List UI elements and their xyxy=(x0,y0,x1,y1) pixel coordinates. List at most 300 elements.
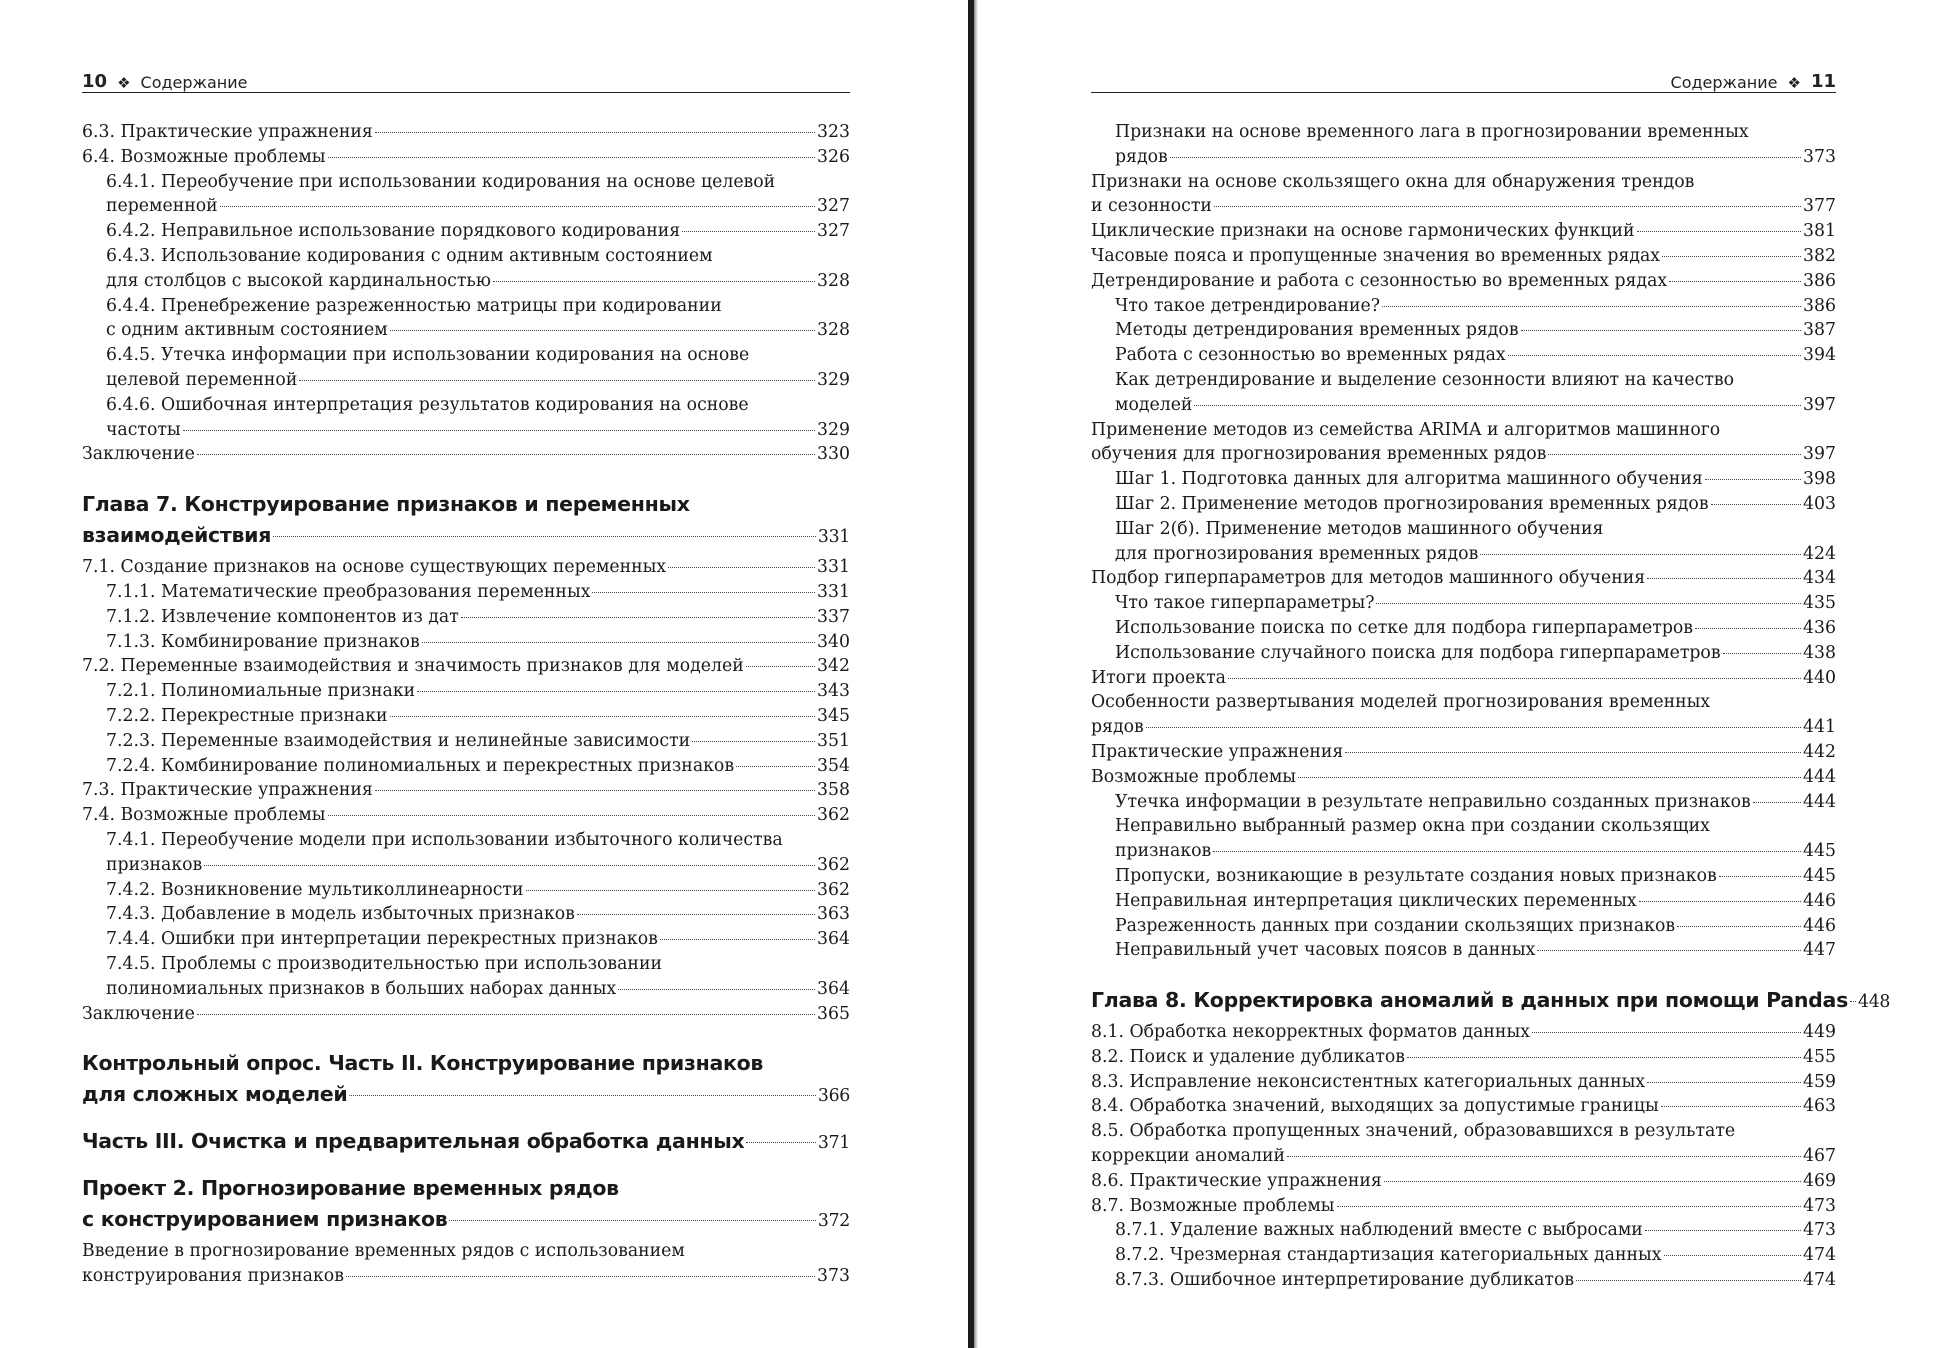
toc-page-number: 397 xyxy=(1803,394,1836,415)
toc-page-number: 323 xyxy=(817,122,850,142)
toc-page-number: 446 xyxy=(1803,915,1836,936)
toc-entry xyxy=(1091,1070,1836,1095)
toc-entry-title: Детрендирование и работа с сезонностью во временных рядах xyxy=(1091,270,1668,291)
toc-entry-title: признаков xyxy=(1115,841,1212,862)
toc-entry-title-line: Применение методов из семейства ARIMA и алгоритмов машинного xyxy=(1091,419,1721,440)
dot-leader xyxy=(449,1220,815,1221)
toc-entry xyxy=(1091,765,1836,790)
toc-entry-title: Неправильный учет часовых поясов в данных xyxy=(1115,940,1536,961)
toc-entry-row xyxy=(82,145,850,170)
toc-entry-row xyxy=(1091,244,1836,269)
toc-page-number: 328 xyxy=(817,320,850,341)
toc-page-number: 337 xyxy=(817,606,850,627)
toc-entry xyxy=(1091,814,1836,864)
dot-leader xyxy=(1669,281,1801,282)
toc-entry-title: 8.7.3. Ошибочное интерпретирование дубликатов xyxy=(1115,1270,1575,1291)
toc-entry-title: Разреженность данных при создании скользящих признаков xyxy=(1115,915,1676,936)
toc-entry-row xyxy=(1091,442,1836,467)
toc-entry-row xyxy=(1115,542,1836,567)
toc-entry-title: 7.2.1. Полиномиальные признаки xyxy=(106,681,416,702)
toc-entry-row xyxy=(106,704,850,729)
dot-leader xyxy=(1637,231,1801,232)
toc-entry xyxy=(82,878,850,903)
toc-entry-row xyxy=(82,520,850,553)
dot-leader xyxy=(577,914,815,915)
dot-leader xyxy=(682,231,815,232)
toc-entry-row xyxy=(106,318,850,343)
toc-entry-title: Пропуски, возникающие в результате создания новых признаков xyxy=(1115,865,1717,886)
toc-page-number: 447 xyxy=(1803,940,1836,961)
toc-entry-title: 7.3. Практические упражнения xyxy=(82,780,373,801)
toc-entry xyxy=(1091,1094,1836,1119)
toc-entry-title: Что такое детрендирование? xyxy=(1115,295,1381,316)
toc-entry xyxy=(82,654,850,679)
toc-entry-row xyxy=(106,902,850,927)
toc-page-number: 382 xyxy=(1803,245,1836,266)
toc-page-number: 403 xyxy=(1803,493,1836,514)
toc-entry-title: 7.2.4. Комбинирование полиномиальных и перекрестных признаков xyxy=(106,755,735,776)
toc-page-number: 394 xyxy=(1803,345,1836,366)
toc-entry-title: 6.4. Возможные проблемы xyxy=(82,146,326,167)
toc-entry-title: Заключение xyxy=(82,444,195,465)
toc-entry-title: 6.3. Практические упражнения xyxy=(82,122,373,142)
dot-leader xyxy=(526,890,815,891)
running-title: Содержание xyxy=(1670,73,1778,92)
toc-page-number: 446 xyxy=(1803,890,1836,911)
toc-entry-title: 8.7.2. Чрезмерная стандартизация категориальных данных xyxy=(1115,1245,1662,1266)
toc-page-number: 362 xyxy=(817,854,850,875)
toc-entry-title: 7.1. Создание признаков на основе существующих переменных xyxy=(82,557,667,578)
toc-entry-title-line: Как детрендирование и выделение сезонности влияют на качество xyxy=(1115,369,1735,390)
toc-entry-row xyxy=(1115,393,1836,418)
toc-entry xyxy=(1091,492,1836,517)
right-page xyxy=(978,0,1944,1348)
page-number: 10 xyxy=(82,71,108,92)
dot-leader xyxy=(1548,454,1801,455)
toc-entry xyxy=(82,679,850,704)
toc-entry-title: Часовые пояса и пропущенные значения во временных рядах xyxy=(1091,245,1661,266)
dot-leader xyxy=(220,206,815,207)
toc-entry-title: Шаг 1. Подготовка данных для алгоритма машинного обучения xyxy=(1115,469,1703,490)
toc-entry-title: Циклические признаки на основе гармонических функций xyxy=(1091,221,1635,242)
toc-entry-row xyxy=(82,1002,850,1027)
toc-entry xyxy=(1091,938,1836,963)
toc-page-number: 473 xyxy=(1803,1220,1836,1241)
toc-entry-title: Часть III. Очистка и предварительная обработка данных xyxy=(82,1129,745,1154)
toc-entry-title: и сезонности xyxy=(1091,196,1212,217)
toc-page-number: 330 xyxy=(817,444,850,465)
toc-entry-row xyxy=(1115,864,1836,889)
toc-entry-title: Использование поиска по сетке для подбора гиперпараметров xyxy=(1115,617,1694,638)
toc-entry xyxy=(1091,1119,1836,1169)
dot-leader xyxy=(660,939,815,940)
toc-entry-title: 7.4.3. Добавление в модель избыточных признаков xyxy=(106,904,575,925)
toc-entry-row xyxy=(1115,790,1836,815)
toc-entry xyxy=(82,170,850,220)
toc-entry-row xyxy=(106,853,850,878)
toc-page-number: 364 xyxy=(817,978,850,999)
dot-leader xyxy=(417,691,815,692)
toc-entry-title: целевой переменной xyxy=(106,369,298,390)
dot-leader xyxy=(349,1095,815,1096)
toc-entry-title-line: 6.4.6. Ошибочная интерпретация результатов кодирования на основе xyxy=(106,394,749,415)
toc-entry-row xyxy=(82,803,850,828)
toc-entry xyxy=(82,219,850,244)
dot-leader xyxy=(183,430,815,431)
toc-entry xyxy=(1091,1194,1836,1219)
dot-leader xyxy=(299,380,815,381)
dot-leader xyxy=(493,281,815,282)
toc-page-number: 365 xyxy=(817,1003,850,1024)
dot-leader xyxy=(1639,901,1801,902)
page-header xyxy=(82,64,850,93)
toc-entry-row xyxy=(1115,889,1836,914)
toc-entry xyxy=(1091,170,1836,220)
dot-leader xyxy=(1376,603,1801,604)
toc-entry-row xyxy=(1115,1218,1836,1243)
toc-entry-title-line: 6.4.4. Пренебрежение разреженностью матрицы при кодировании xyxy=(106,295,722,316)
toc-entry-title: 8.3. Исправление неконсистентных категориальных данных xyxy=(1091,1071,1646,1092)
toc-entry xyxy=(82,343,850,393)
dot-leader xyxy=(1213,851,1801,852)
toc-page-number: 444 xyxy=(1803,791,1836,812)
dot-leader xyxy=(1407,1057,1801,1058)
toc-entry-title-line: Шаг 2(б). Применение методов машинного обучения xyxy=(1115,518,1604,539)
toc-entry-title: 7.2.2. Перекрестные признаки xyxy=(106,705,388,726)
toc-entry-title-line: 8.5. Обработка пропущенных значений, образовавшихся в результате xyxy=(1091,1121,1736,1142)
toc-page-number: 371 xyxy=(817,1133,850,1154)
page-header xyxy=(1091,64,1836,93)
toc-entry-title: Неправильная интерпретация циклических переменных xyxy=(1115,890,1637,911)
toc-page-number: 474 xyxy=(1803,1245,1836,1266)
toc-entry xyxy=(1091,244,1836,269)
toc-entry-row xyxy=(1115,1243,1836,1268)
toc-entry xyxy=(82,803,850,828)
toc-page-number: 331 xyxy=(817,557,850,578)
toc-page-number: 387 xyxy=(1803,320,1836,341)
toc-entry xyxy=(82,145,850,170)
dot-leader xyxy=(375,132,815,133)
toc-page-number: 329 xyxy=(817,369,850,390)
dot-leader xyxy=(1661,1106,1801,1107)
dot-leader xyxy=(746,666,815,667)
dot-leader xyxy=(1753,802,1801,803)
toc-entry-row xyxy=(106,630,850,655)
toc-chapter-entry xyxy=(1091,985,1891,1018)
toc-entry-row xyxy=(1091,1094,1836,1119)
toc-entry-title: 7.1.2. Извлечение компонентов из дат xyxy=(106,606,459,627)
toc-entry-title: 6.4.2. Неправильное использование порядкового кодирования xyxy=(106,221,681,242)
toc-entry xyxy=(1091,368,1836,418)
toc-entry-row xyxy=(106,977,850,1002)
toc-entry xyxy=(1091,517,1836,567)
toc-entry xyxy=(82,902,850,927)
toc-entry-row xyxy=(1091,566,1836,591)
toc-entry-title: 8.7. Возможные проблемы xyxy=(1091,1195,1335,1216)
dot-leader xyxy=(1677,926,1801,927)
toc-entry-row xyxy=(1091,1169,1836,1194)
dot-leader xyxy=(1521,330,1801,331)
toc-entry-row xyxy=(1115,294,1836,319)
toc-entry-row xyxy=(106,418,850,443)
toc-entry-title: 8.4. Обработка значений, выходящих за допустимые границы xyxy=(1091,1096,1659,1117)
toc-entry-row xyxy=(82,1264,850,1289)
running-title: Содержание xyxy=(140,73,248,92)
dot-leader xyxy=(1723,653,1801,654)
toc-entry-title: для сложных моделей xyxy=(82,1082,348,1107)
toc-entry xyxy=(1091,343,1836,368)
toc-entry-title: 7.1.1. Математические преобразования переменных xyxy=(106,581,591,602)
toc-entry-row xyxy=(1115,343,1836,368)
toc-entry-row xyxy=(106,269,850,294)
toc-entry-title: 7.1.3. Комбинирование признаков xyxy=(106,631,420,652)
dot-leader xyxy=(204,865,815,866)
toc-page-number: 345 xyxy=(817,705,850,726)
toc-entry xyxy=(82,952,850,1002)
toc-entry-row xyxy=(106,729,850,754)
toc-page-number: 328 xyxy=(817,270,850,291)
toc-entry xyxy=(82,828,850,878)
toc-entry xyxy=(1091,690,1836,740)
toc-page-number: 329 xyxy=(817,419,850,440)
toc-entry-title: частоты xyxy=(106,419,181,440)
toc-page-number: 340 xyxy=(817,631,850,652)
toc-entry xyxy=(82,393,850,443)
toc-page-number: 473 xyxy=(1803,1195,1836,1216)
dot-leader xyxy=(1719,876,1801,877)
toc-entry xyxy=(1091,1169,1836,1194)
dot-leader xyxy=(1705,479,1801,480)
toc-entry xyxy=(1091,790,1836,815)
toc-page-number: 444 xyxy=(1803,766,1836,787)
dot-leader xyxy=(422,642,815,643)
dot-leader xyxy=(1194,405,1801,406)
toc-entry-title: 8.2. Поиск и удаление дубликатов xyxy=(1091,1046,1406,1067)
dot-leader xyxy=(1146,727,1801,728)
toc-entry-row xyxy=(1091,194,1836,219)
toc-entry-row xyxy=(106,368,850,393)
toc-page-number: 463 xyxy=(1803,1096,1836,1117)
toc-list xyxy=(82,120,850,1289)
dot-leader xyxy=(1662,256,1801,257)
dot-leader xyxy=(592,592,815,593)
toc-page-number: 436 xyxy=(1803,617,1836,638)
toc-page-number: 351 xyxy=(817,730,850,751)
toc-entry xyxy=(82,927,850,952)
toc-entry-row xyxy=(1115,1268,1836,1293)
toc-page-number: 440 xyxy=(1803,667,1836,688)
toc-page-number: 327 xyxy=(817,221,850,242)
dot-leader xyxy=(197,1014,815,1015)
toc-page-number: 469 xyxy=(1803,1170,1836,1191)
toc-page-number: 386 xyxy=(1803,295,1836,316)
toc-entry xyxy=(82,1239,850,1289)
toc-page-number: 386 xyxy=(1803,270,1836,291)
toc-entry-title: с одним активным состоянием xyxy=(106,320,388,341)
toc-page-number: 331 xyxy=(817,581,850,602)
toc-entry-title: рядов xyxy=(1091,717,1144,738)
dot-leader xyxy=(390,330,815,331)
toc-entry xyxy=(1091,914,1836,939)
toc-entry-title-line: Неправильно выбранный размер окна при создании скользящих xyxy=(1115,816,1710,837)
toc-page-number: 474 xyxy=(1803,1270,1836,1291)
toc-page-number: 397 xyxy=(1803,444,1836,465)
dot-leader xyxy=(1337,1206,1801,1207)
toc-page-number: 424 xyxy=(1803,543,1836,564)
toc-entry-row xyxy=(106,194,850,219)
dot-leader xyxy=(328,815,815,816)
toc-page-number: 354 xyxy=(817,755,850,776)
toc-entry xyxy=(82,704,850,729)
toc-entry xyxy=(1091,418,1836,468)
dot-leader xyxy=(1287,1156,1801,1157)
toc-entry-title: Подбор гиперпараметров для методов машинного обучения xyxy=(1091,568,1646,589)
toc-entry-title: Заключение xyxy=(82,1003,195,1024)
toc-entry-row xyxy=(1091,666,1836,691)
toc-list xyxy=(1091,120,1891,1293)
dot-leader xyxy=(692,741,815,742)
toc-entry-row xyxy=(1115,839,1836,864)
toc-entry xyxy=(82,605,850,630)
toc-entry xyxy=(82,244,850,294)
toc-entry-row xyxy=(1091,985,1891,1018)
dot-leader xyxy=(736,766,815,767)
dot-leader xyxy=(1345,752,1801,753)
toc-entry xyxy=(82,294,850,344)
toc-entry-title: моделей xyxy=(1115,394,1193,415)
dot-leader xyxy=(461,617,815,618)
dot-leader xyxy=(1645,1230,1801,1231)
dot-leader xyxy=(1576,1280,1801,1281)
toc-page-number: 467 xyxy=(1803,1146,1836,1167)
toc-entry-title: для прогнозирования временных рядов xyxy=(1115,543,1479,564)
toc-entry-title-line: Особенности развертывания моделей прогнозирования временных xyxy=(1091,692,1711,713)
toc-entry xyxy=(1091,1243,1836,1268)
toc-page-number: 377 xyxy=(1803,196,1836,217)
toc-entry-title: взаимодействия xyxy=(82,523,272,548)
toc-entry-row xyxy=(1115,914,1836,939)
toc-entry-title-line: Признаки на основе скользящего окна для обнаружения трендов xyxy=(1091,171,1695,192)
toc-page-number: 364 xyxy=(817,929,850,950)
toc-entry xyxy=(82,729,850,754)
dot-leader xyxy=(618,989,815,990)
toc-entry-row xyxy=(106,878,850,903)
toc-entry-title: Что такое гиперпараметры? xyxy=(1115,593,1375,614)
dot-leader xyxy=(1170,157,1801,158)
dot-leader xyxy=(1532,1032,1801,1033)
toc-entry-row xyxy=(1115,591,1836,616)
toc-entry-row xyxy=(1115,938,1836,963)
toc-entry-title: Использование случайного поиска для подбора гиперпараметров xyxy=(1115,642,1721,663)
toc-page-number: 327 xyxy=(817,196,850,217)
toc-entry xyxy=(1091,120,1836,170)
toc-entry xyxy=(82,630,850,655)
toc-entry-row xyxy=(106,219,850,244)
toc-chapter-entry xyxy=(82,1048,850,1112)
toc-entry-title-line: 6.4.1. Переобучение при использовании кодирования на основе целевой xyxy=(106,171,776,192)
toc-entry-row xyxy=(1091,1194,1836,1219)
toc-page-number: 362 xyxy=(817,805,850,826)
toc-entry xyxy=(1091,467,1836,492)
dot-leader xyxy=(1647,1082,1801,1083)
toc-entry xyxy=(1091,318,1836,343)
toc-entry-row xyxy=(82,1079,850,1112)
toc-entry xyxy=(1091,666,1836,691)
toc-page-number: 445 xyxy=(1803,841,1836,862)
toc-entry-title: рядов xyxy=(1115,146,1168,167)
dot-leader xyxy=(1664,1255,1802,1256)
toc-page-number: 373 xyxy=(1803,146,1836,167)
toc-entry-row xyxy=(1091,269,1836,294)
toc-entry-row xyxy=(1091,715,1836,740)
toc-entry xyxy=(1091,1268,1836,1293)
toc-entry xyxy=(1091,1045,1836,1070)
toc-entry-row xyxy=(82,120,850,145)
toc-entry-title: признаков xyxy=(106,854,203,875)
toc-entry-title: для столбцов с высокой кардинальностью xyxy=(106,270,491,291)
toc-entry-title: конструирования признаков xyxy=(82,1266,344,1287)
toc-entry-title: 8.6. Практические упражнения xyxy=(1091,1170,1382,1191)
toc-entry-title-line: Введение в прогнозирование временных рядов с использованием xyxy=(82,1241,685,1262)
toc-entry-row xyxy=(82,442,850,467)
toc-entry-title-line: 7.4.1. Переобучение модели при использовании избыточного количества xyxy=(106,829,783,850)
toc-entry xyxy=(1091,641,1836,666)
toc-entry-row xyxy=(1115,492,1836,517)
toc-page-number: 445 xyxy=(1803,865,1836,886)
toc-entry-row xyxy=(1091,740,1836,765)
toc-page-number: 363 xyxy=(817,904,850,925)
toc-entry xyxy=(82,754,850,779)
toc-entry-title: с конструированием признаков xyxy=(82,1207,448,1232)
toc-entry xyxy=(1091,591,1836,616)
toc-entry xyxy=(1091,616,1836,641)
dot-leader xyxy=(1384,1181,1801,1182)
toc-page-number: 366 xyxy=(817,1086,850,1107)
toc-page-number: 358 xyxy=(817,780,850,801)
dot-leader xyxy=(1695,628,1801,629)
toc-page-number: 381 xyxy=(1803,221,1836,242)
toc-entry-title: обучения для прогнозирования временных рядов xyxy=(1091,444,1547,465)
toc-chapter-entry xyxy=(82,1126,850,1159)
page-number: 11 xyxy=(1810,71,1836,92)
toc-entry-row xyxy=(1115,641,1836,666)
dot-leader xyxy=(273,536,816,537)
toc-entry-row xyxy=(106,605,850,630)
toc-entry-row xyxy=(82,778,850,803)
toc-entry-title: 7.2.3. Переменные взаимодействия и нелинейные зависимости xyxy=(106,730,691,751)
toc-entry xyxy=(82,580,850,605)
toc-entry-row xyxy=(106,679,850,704)
dot-leader xyxy=(197,454,815,455)
toc-entry xyxy=(1091,864,1836,889)
dot-leader xyxy=(1508,355,1801,356)
toc-page-number: 459 xyxy=(1803,1071,1836,1092)
toc-page-number: 362 xyxy=(817,879,850,900)
dot-leader xyxy=(1850,1001,1856,1002)
toc-entry-row xyxy=(106,580,850,605)
dot-leader xyxy=(1228,678,1801,679)
toc-page-number: 455 xyxy=(1803,1046,1836,1067)
toc-entry-row xyxy=(1115,616,1836,641)
toc-entry-title: 8.7.1. Удаление важных наблюдений вместе с выбросами xyxy=(1115,1220,1643,1241)
toc-entry-title: Итоги проекта xyxy=(1091,667,1226,688)
toc-chapter-entry xyxy=(82,489,850,553)
toc-entry-title-line: 6.4.3. Использование кодирования с одним активным состоянием xyxy=(106,245,713,266)
dot-leader xyxy=(746,1142,815,1143)
toc-entry-title: Практические упражнения xyxy=(1091,741,1344,762)
toc-page-number: 438 xyxy=(1803,642,1836,663)
dot-leader xyxy=(1298,777,1801,778)
